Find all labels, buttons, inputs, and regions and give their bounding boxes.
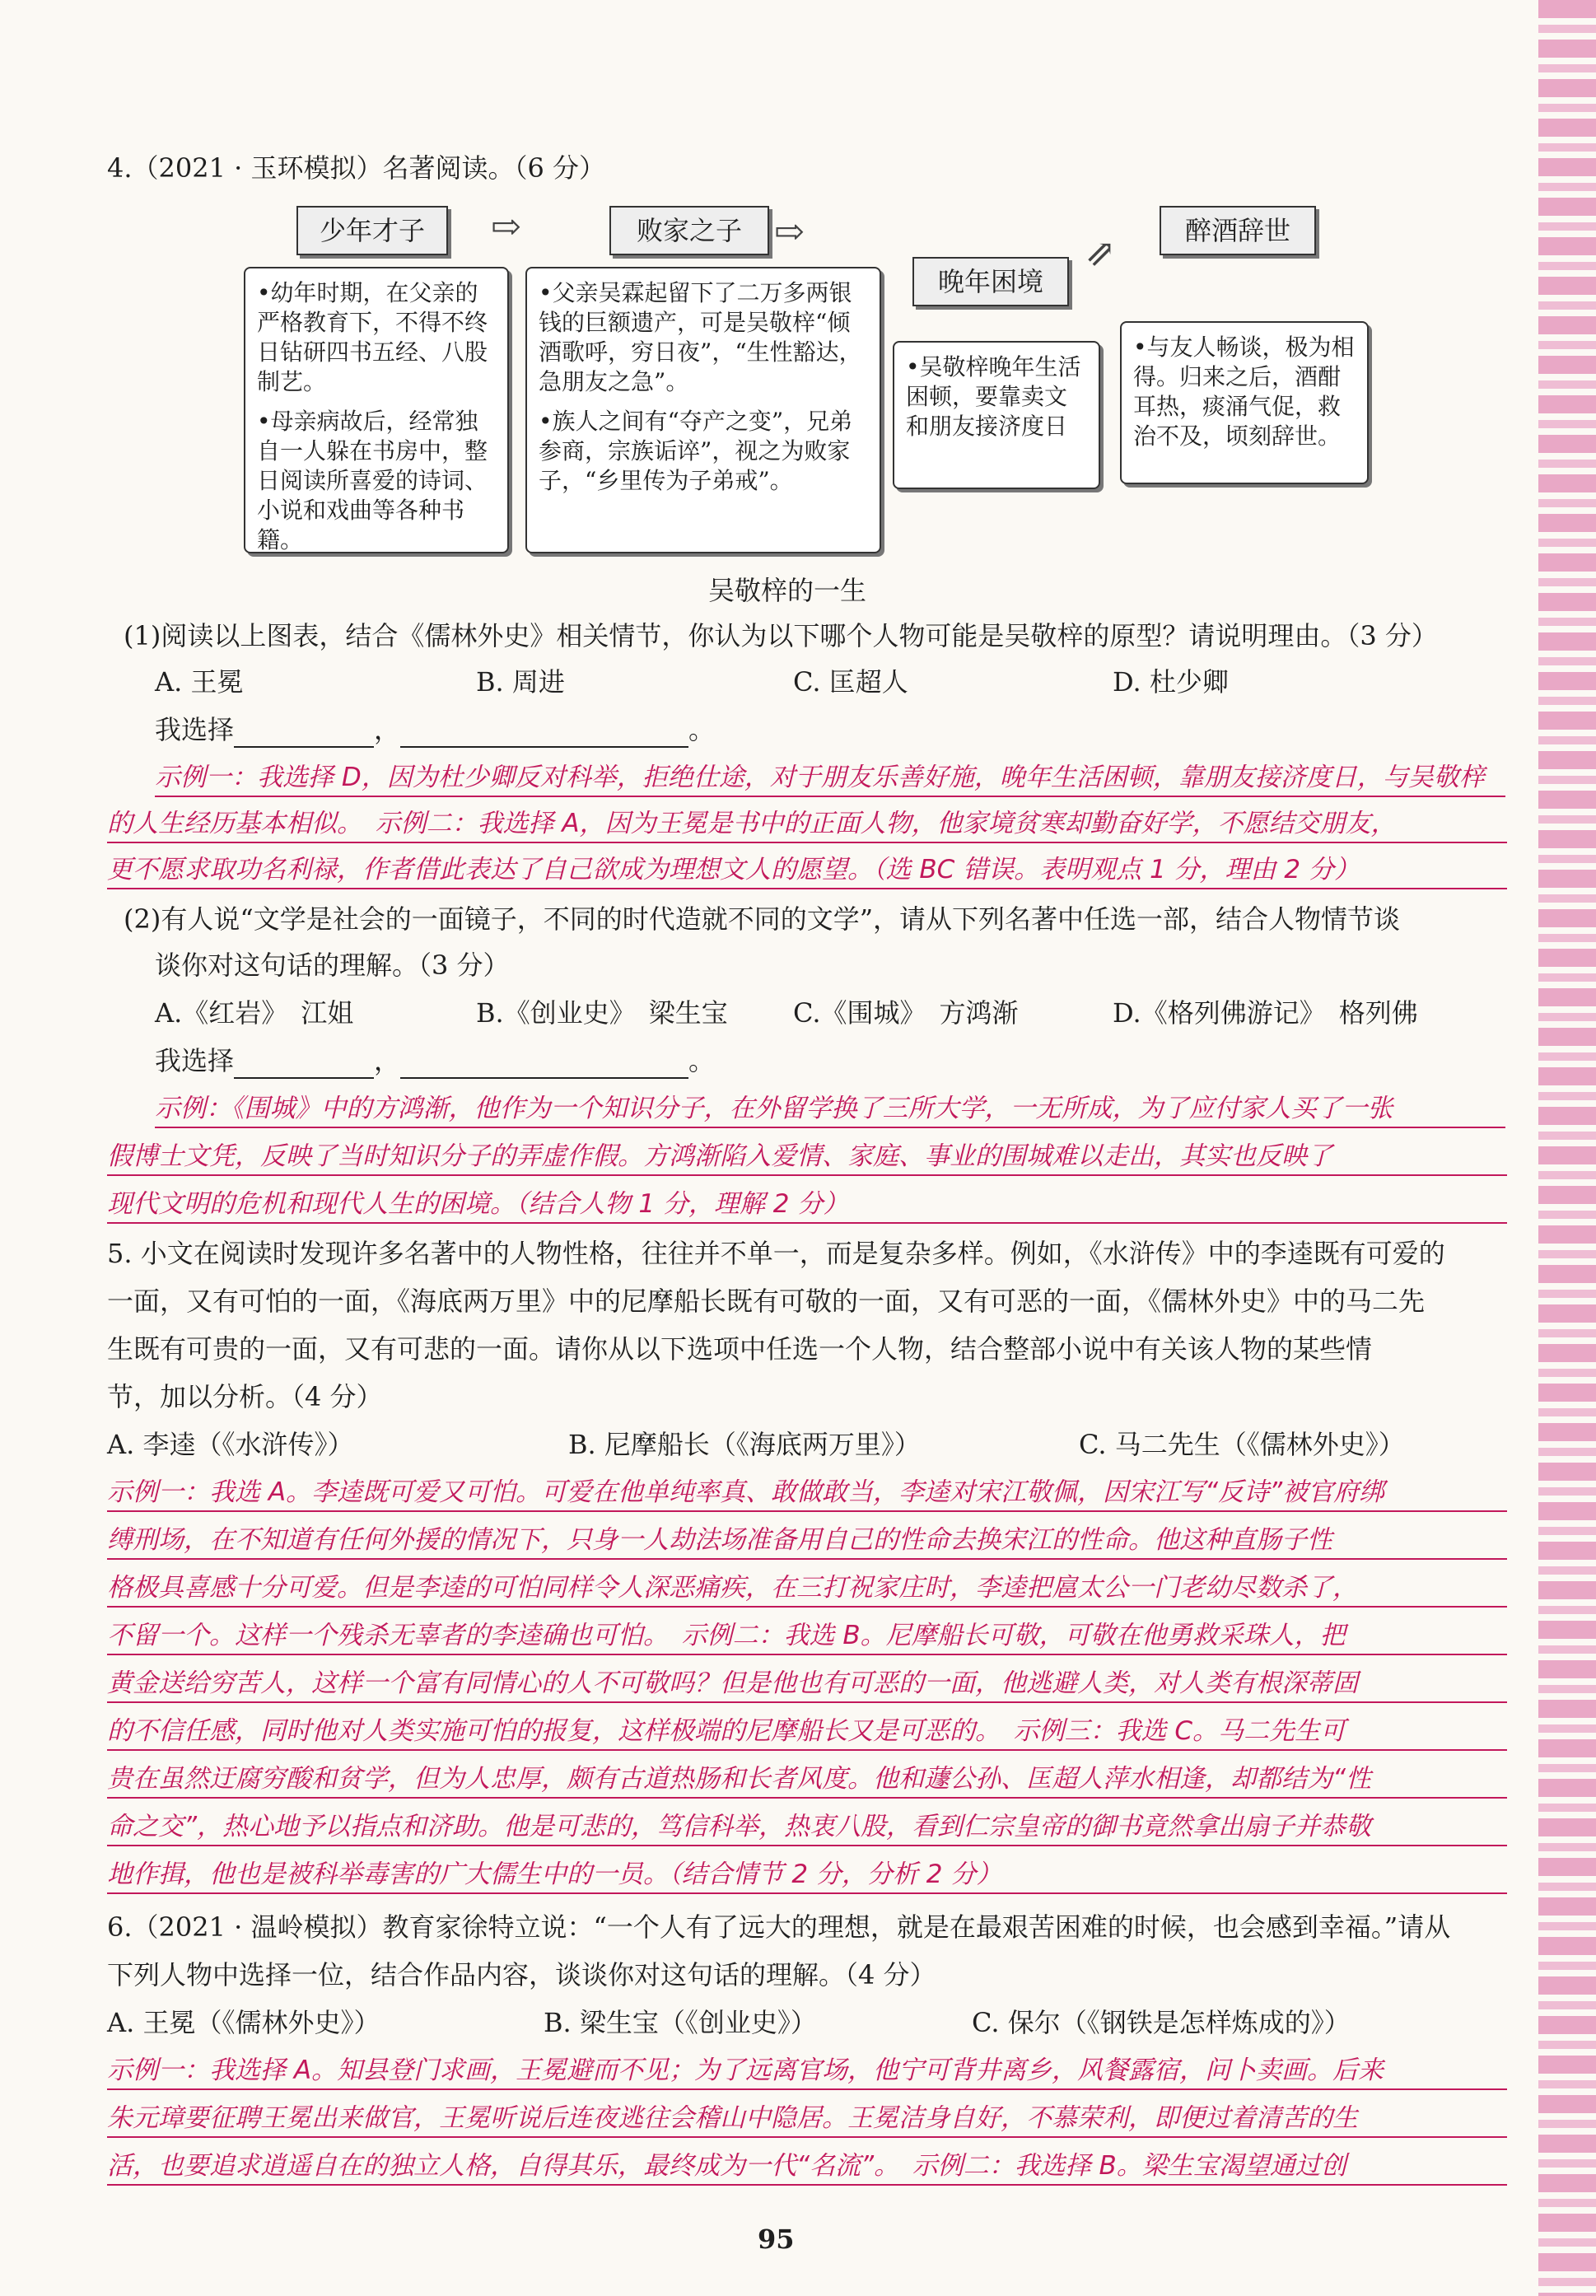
answer-text: 缚刑场，在不知道有任何外援的情况下，只身一人劫法场准备用自己的性命去换宋江的性命。他这种直肠子性	[107, 1522, 1507, 1560]
q5-text: 生既有可贵的一面，又有可悲的一面。请你从以下选项中任选一个人物，结合整部小说中有关该人物的某些情	[107, 1333, 1373, 1365]
bullet-text: •父亲吴霖起留下了二万多两银钱的巨额遗产，可是吴敬梓“倾酒歌呼，穷日夜”，“生性豁达，急朋友之急”。	[539, 279, 862, 395]
q4-part1-answer-line: 我选择 ， 。	[155, 712, 1522, 748]
reason-blank[interactable]	[400, 1077, 688, 1079]
answer-text: 示例一：我选择 A。知县登门求画，王冕避而不见；为了远离官场，他宁可背井离乡，风餐露宿，问卜卖画。后来	[107, 2052, 1507, 2090]
tag-prodigal: 败家之子	[609, 206, 769, 255]
q5-text: 节，加以分析。（4 分）	[107, 1381, 383, 1412]
reason-blank[interactable]	[400, 746, 688, 748]
answer-text: 示例一：我选 A。李逵既可爱又可怕。可爱在他单纯率真、敢做敢当，李逵对宋江敬佩，因宋江写“反诗”被官府绑	[107, 1474, 1507, 1512]
answer-text: 命之交”，热心地予以指点和济助。他是可悲的，笃信科举，热衷八股，看到仁宗皇帝的御书竟然拿出扇子并恭敬	[107, 1808, 1507, 1846]
bullet-text: •吴敬梓晚年生活困顿，要靠卖文和朋友接济度日	[906, 353, 1081, 440]
choose-label: 我选择	[155, 714, 235, 745]
option: A. 王冕	[155, 666, 244, 698]
q4-part2-question: (2)有人说“文学是社会的一面镜子，不同的时代造就不同的文学”，请从下列名著中任选一部，结合人物情节谈	[124, 903, 1401, 935]
q5-text: 5. 小文在阅读时发现许多名著中的人物性格，往往并不单一，而是复杂多样。例如，《水浒传》中的李逵既有可爱的	[107, 1238, 1445, 1269]
page-number: 95	[758, 2224, 795, 2255]
q6-text: 6.（2021 · 温岭模拟）教育家徐特立说：“一个人有了远大的理想，就是在最艰苦困难的时候，也会感到幸福。”请从	[107, 1911, 1451, 1943]
option: C. 保尔（《钢铁是怎样炼成的》）	[972, 2007, 1351, 2038]
q4-header: 4.（2021 · 玉环模拟）名著阅读。（6 分）	[107, 152, 606, 184]
answer-text: 示例：《围城》中的方鸿渐，他作为一个知识分子，在外留学换了三所大学，一无所成，为了应付家人买了一张	[155, 1090, 1505, 1128]
q4-part1-question: (1)阅读以上图表，结合《儒林外史》相关情节，你认为以下哪个人物可能是吴敬梓的原型？请说明理由。（3 分）	[124, 620, 1438, 651]
option: C. 匡超人	[793, 666, 908, 698]
option: B.《创业史》 梁生宝	[476, 997, 728, 1029]
option: B. 梁生宝（《创业史》）	[544, 2007, 817, 2038]
arrow-icon: ⇗	[1085, 232, 1116, 274]
arrow-icon: ⇨	[774, 211, 805, 253]
option: C.《围城》 方鸿渐	[793, 997, 1019, 1029]
answer-text: 示例一：我选择 D，因为杜少卿反对科举，拒绝仕途，对于朋友乐善好施，晚年生活困顿，靠朋友接济度日，与吴敬梓	[155, 759, 1505, 797]
option: D. 杜少卿	[1113, 666, 1229, 698]
bullet-text: •族人之间有“夺产之变”，兄弟参商，宗族诟谇”，视之为败家子，“乡里传为子弟戒”。	[539, 408, 853, 494]
answer-text: 格极具喜感十分可爱。但是李逵的可怕同样令人深恶痛疾，在三打祝家庄时，李逵把扈太公一门老幼尽数杀了，	[107, 1570, 1507, 1608]
bullet-text: •母亲病故后，经常独自一人躲在书房中，整日阅读所喜爱的诗词、小说和戏曲等各种书籍。	[257, 408, 488, 553]
answer-text: 更不愿求取功名利禄，作者借此表达了自己欲成为理想文人的愿望。（选 BC 错误。表明观点 1 分，理由 2 分）	[107, 852, 1507, 889]
diagram-caption: 吴敬梓的一生	[708, 575, 867, 606]
q4-part1-options	[155, 664, 1522, 700]
q4-part2-question-cont: 谈你对这句话的理解。（3 分）	[155, 950, 510, 981]
box-prodigal	[525, 267, 881, 553]
choose-label: 我选择	[155, 1045, 235, 1076]
option: A.《红岩》 江姐	[155, 997, 354, 1029]
q6-text: 下列人物中选择一位，结合作品内容，谈谈你对这句话的理解。（4 分）	[107, 1959, 936, 1990]
box-late-years	[893, 341, 1100, 489]
option: A. 王冕（《儒林外史》）	[107, 2007, 380, 2038]
answer-text: 朱元璋要征聘王冕出来做官，王冕听说后连夜逃往会稽山中隐居。王冕洁身自好，不慕荣利，即便过着清苦的生	[107, 2100, 1507, 2138]
answer-text: 黄金送给穷苦人，这样一个富有同情心的人不可敬吗？但是他也有可恶的一面，他逃避人类，对人类有根深蒂固	[107, 1665, 1507, 1703]
tag-youth: 少年才子	[296, 206, 448, 255]
tag-late-years: 晚年困境	[912, 257, 1069, 306]
option: B. 周进	[476, 666, 565, 698]
answer-text: 现代文明的危机和现代人生的困境。（结合人物 1 分，理解 2 分）	[107, 1186, 1507, 1224]
q4-part2-options	[155, 995, 1522, 1031]
option: C. 马二先生（《儒林外史》）	[1079, 1429, 1405, 1460]
arrow-icon: ⇨	[491, 206, 521, 248]
option: D.《格列佛游记》 格列佛	[1113, 997, 1418, 1029]
page-edge-stripe	[1538, 0, 1596, 2296]
box-death	[1120, 321, 1369, 484]
q4-part2-answer-line: 我选择 ， 。	[155, 1043, 1522, 1079]
option: B. 尼摩船长（《海底两万里》）	[568, 1429, 921, 1460]
box-youth	[244, 267, 509, 553]
bullet-text: •幼年时期，在父亲的严格教育下，不得不终日钻研四书五经、八股制艺。	[257, 279, 488, 395]
q5-options	[107, 1426, 1474, 1463]
bullet-text: •与友人畅谈，极为相得。归来之后，酒酣耳热，痰涌气促，救治不及，顷刻辞世。	[1133, 334, 1355, 450]
answer-blank[interactable]	[234, 1077, 374, 1079]
q5-text: 一面，又有可怕的一面，《海底两万里》中的尼摩船长既有可敬的一面，又有可恶的一面，《儒林外史》中的马二先	[107, 1286, 1426, 1317]
answer-text: 地作揖，他也是被科举毒害的广大儒生中的一员。（结合情节 2 分，分析 2 分）	[107, 1856, 1507, 1894]
answer-text: 不留一个。这样一个残杀无辜者的李逵确也可怕。 示例二：我选 B。尼摩船长可敬，可敬在他勇救采珠人，把	[107, 1617, 1507, 1655]
answer-text: 贵在虽然迂腐穷酸和贫学，但为人忠厚，颇有古道热肠和长者风度。他和蘧公孙、匡超人萍水相逢，却都结为“性	[107, 1761, 1507, 1799]
tag-death: 醉酒辞世	[1160, 206, 1316, 255]
option: A. 李逵（《水浒传》）	[107, 1429, 354, 1460]
answer-text: 的不信任感，同时他对人类实施可怕的报复，这样极端的尼摩船长又是可恶的。 示例三：我选 C。马二先生可	[107, 1713, 1507, 1751]
answer-blank[interactable]	[234, 746, 374, 748]
answer-text: 假博士文凭，反映了当时知识分子的弄虚作假。方鸿渐陷入爱情、家庭、事业的围城难以走出，其实也反映了	[107, 1138, 1507, 1176]
answer-text: 活，也要追求逍遥自在的独立人格，自得其乐，最终成为一代“名流”。 示例二：我选择 B。梁生宝渴望通过创	[107, 2148, 1507, 2186]
q6-options	[107, 2004, 1474, 2041]
answer-text: 的人生经历基本相似。 示例二：我选择 A，因为王冕是书中的正面人物，他家境贫寒却勤奋好学，不愿结交朋友，	[107, 805, 1507, 843]
